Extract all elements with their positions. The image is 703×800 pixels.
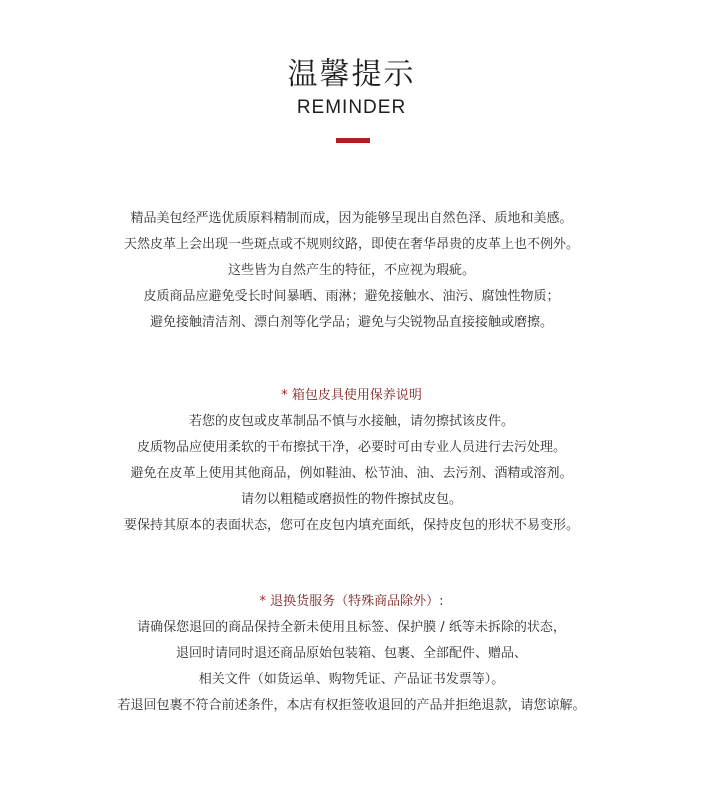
returns-line: 请确保您退回的商品保持全新未使用且标签、保护膜 / 纸等未拆除的状态， [137,620,566,635]
intro-line: 这些皆为自然产生的特征，不应视为瑕疵。 [227,263,475,278]
page-subtitle: REMINDER [296,97,407,118]
accent-divider [336,138,370,143]
returns-line: 退回时请同时退还商品原始包装箱、包裹、全部配件、赠品、 [175,646,527,661]
care-heading-text: 箱包皮具使用保养说明 [291,388,422,403]
returns-heading-text: 退换货服务（特殊商品除外）: [270,594,444,609]
intro-line: 精品美包经严选优质原料精制而成，因为能够呈现出自然色泽、质地和美感。 [130,211,573,226]
care-line: 避免在皮革上使用其他商品，例如鞋油、松节油、油、去污剂、酒精或溶剂。 [130,466,573,481]
intro-line: 天然皮革上会出现一些斑点或不规则纹路，即使在奢华昂贵的皮革上也不例外。 [123,237,579,252]
care-line: 请勿以粗糙或磨损性的物件擦拭皮包。 [240,492,462,507]
care-heading [0,383,703,409]
intro-line: 皮质商品应避免受长时间暴晒、雨淋；避免接触水、油污、腐蚀性物质； [143,289,560,304]
intro-line: 避免接触清洁剂、漂白剂等化学品；避免与尖锐物品直接接触或磨擦。 [149,315,553,330]
care-line: 要保持其原本的表面状态，您可在皮包内填充面纸，保持皮包的形状不易变形。 [123,518,579,533]
care-line: 皮质物品应使用柔软的干布擦拭干净，必要时可由专业人员进行去污处理。 [136,440,566,455]
returns-line: 相关文件（如货运单、购物凭证、产品证书发票等）。 [198,672,505,687]
care-section [0,383,703,539]
care-line: 若您的皮包或皮革制品不慎与水接触，请勿擦拭该皮件。 [188,414,514,429]
intro-section [0,206,703,336]
returns-star: * [259,594,266,609]
returns-heading [0,589,703,615]
returns-section [0,589,703,719]
care-star: * [281,388,288,403]
returns-line: 若退回包裹不符合前述条件，本店有权拒签收退回的产品并拒绝退款，请您谅解。 [117,698,586,713]
page-title: 温馨提示 [287,57,416,92]
